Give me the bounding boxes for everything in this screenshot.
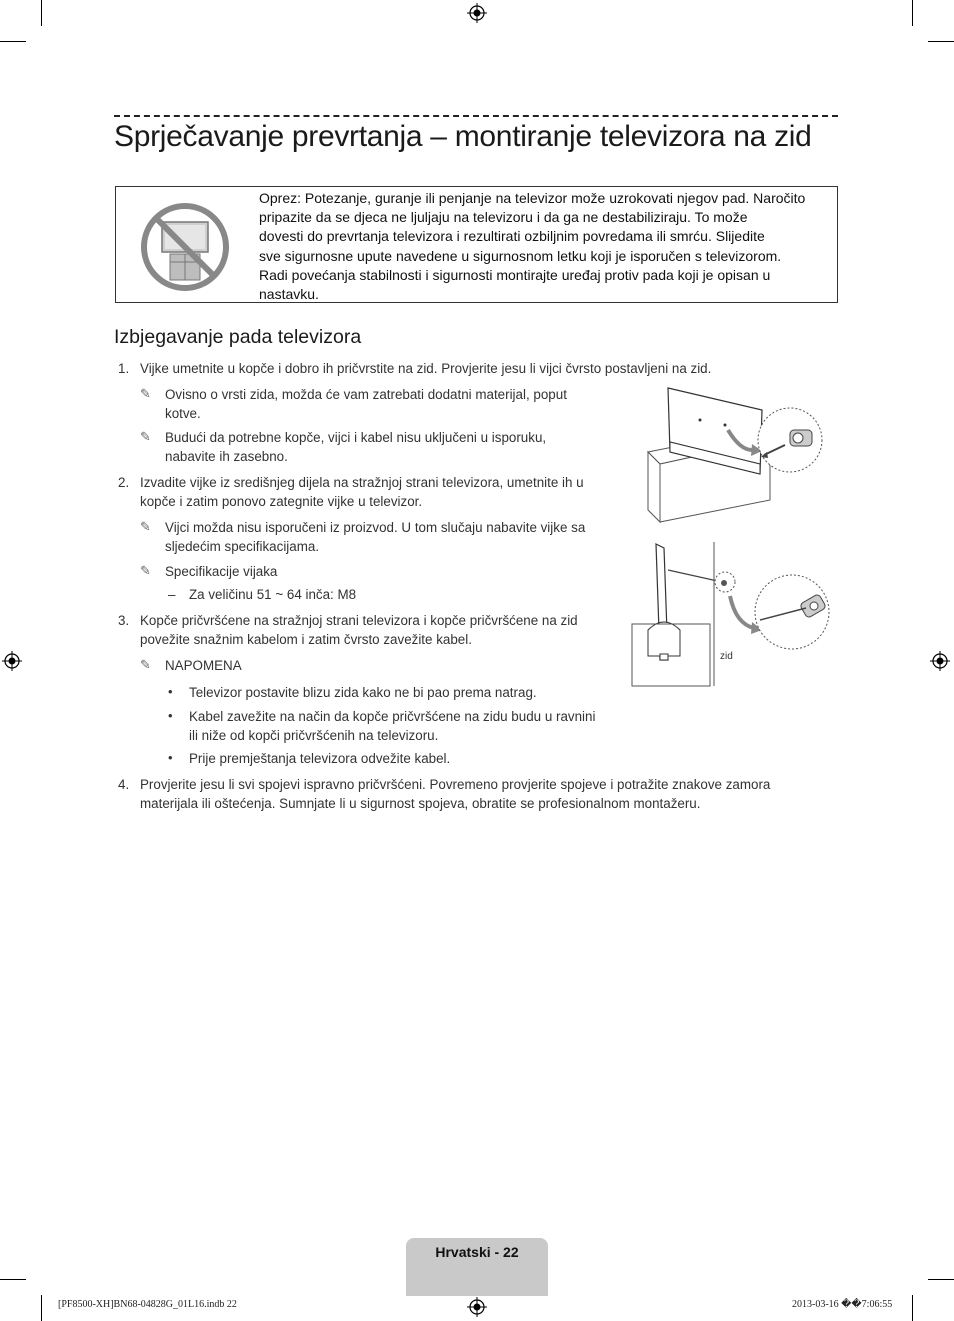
- step-text: Izvadite vijke iz središnjeg dijela na stražnjoj strani televizora, umetnite ih u: [140, 475, 584, 490]
- step-number: 1.: [118, 361, 130, 376]
- note-icon: ✎: [140, 563, 151, 578]
- bullet: •: [168, 708, 173, 723]
- page-title: Sprječavanje prevrtanja – montiranje televizora na zid: [114, 120, 812, 153]
- note-text: sljedećim specifikacijama.: [165, 539, 320, 554]
- crop-mark: [41, 1295, 42, 1321]
- crop-mark: [41, 0, 42, 26]
- step-text: Provjerite jesu li svi spojevi ispravno pričvršćeni. Povremeno provjerite spojeve i potražite znakove zamora: [140, 777, 771, 792]
- note-icon: ✎: [140, 429, 151, 444]
- tv-back-bracket-illustration: [640, 382, 830, 530]
- note-text: nabavite ih zasebno.: [165, 449, 288, 464]
- bullet-text: Kabel zavežite na način da kopče pričvršćene na zidu budu u ravnini: [189, 709, 596, 724]
- step-number: 4.: [118, 777, 130, 792]
- registration-mark-icon: [467, 3, 487, 23]
- warning-line: dovesti do prevrtanja televizora i rezultirati ozbiljnim povredama ili smrću. Slijedite: [259, 228, 765, 245]
- dash-marker: –: [168, 587, 176, 602]
- step-text: Kopče pričvršćene na stražnjoj strani televizora i kopče pričvršćene na zid: [140, 613, 578, 628]
- warning-line: Radi povećanja stabilnosti i sigurnosti montirajte uređaj protiv pada koji je opisan u: [259, 266, 771, 283]
- crop-mark: [0, 41, 26, 42]
- note-text: Ovisno o vrsti zida, možda će vam zatrebati dodatni materijal, poput: [165, 387, 567, 402]
- note-text: kotve.: [165, 406, 201, 421]
- spec-text: Za veličinu 51 ~ 64 inča: M8: [189, 587, 357, 602]
- warning-text: [259, 189, 833, 304]
- crop-mark: [912, 0, 913, 26]
- bullet-text: Televizor postavite blizu zida kako ne bi pao prema natrag.: [189, 685, 537, 700]
- bullet: •: [168, 750, 173, 765]
- wall-label: zid: [720, 651, 733, 662]
- note-heading: NAPOMENA: [165, 658, 242, 673]
- bullet-text: Prije premještanja televizora odvežite kabel.: [189, 751, 451, 766]
- warning-line: pripazite da se djeca ne ljuljaju na televizoru i da ga ne destabiliziraju. To može: [259, 209, 748, 226]
- crop-mark: [912, 1295, 913, 1321]
- warning-line: Oprez: Potezanje, guranje ili penjanje na televizor može uzrokovati njegov pad. Naročito: [259, 190, 806, 206]
- print-slug-left: [PF8500-XH]BN68-04828G_01L16.indb 22: [58, 1299, 237, 1310]
- crop-mark: [0, 1279, 26, 1280]
- warning-line: nastavku.: [259, 286, 319, 303]
- note-text: Vijci možda nisu isporučeni iz proizvod. U tom slučaju nabavite vijke sa: [165, 520, 586, 535]
- print-slug-right: 2013-03-16 ��7:06:55: [792, 1299, 893, 1310]
- step-text: kopče i zatim ponovo zategnite vijke u televizor.: [140, 494, 423, 509]
- registration-mark-icon: [930, 651, 950, 671]
- step-text: materijala ili oštećenja. Sumnjate li u sigurnost spojeva, obratite se profesionalnom montažeru.: [140, 796, 701, 811]
- bullet: •: [168, 684, 173, 699]
- registration-mark-icon: [467, 1297, 487, 1317]
- step-number: 3.: [118, 613, 130, 628]
- title-rule: [114, 115, 838, 117]
- section-heading: Izbjegavanje pada televizora: [114, 326, 362, 348]
- no-climbing-tv-icon: [140, 202, 230, 292]
- crop-mark: [928, 41, 954, 42]
- bullet-text: ili niže od kopči pričvršćenih na televizoru.: [189, 728, 439, 743]
- tv-wall-cable-illustration: [630, 540, 830, 688]
- registration-mark-icon: [2, 651, 22, 671]
- step-number: 2.: [118, 475, 130, 490]
- note-text: Specifikacije vijaka: [165, 564, 278, 579]
- note-icon: ✎: [140, 519, 151, 534]
- warning-line: sve sigurnosne upute navedene u sigurnosnom letku koji je isporučen s televizorom.: [259, 247, 782, 264]
- note-icon: ✎: [140, 386, 151, 401]
- crop-mark: [928, 1279, 954, 1280]
- note-icon: ✎: [140, 657, 151, 672]
- note-text: Budući da potrebne kopče, vijci i kabel nisu uključeni u isporuku,: [165, 430, 547, 445]
- step-text: povežite snažnim kabelom i zatim čvrsto zavežite kabel.: [140, 632, 472, 647]
- step-text: Vijke umetnite u kopče i dobro ih pričvrstite na zid. Provjerite jesu li vijci čvrsto postavljeni na zid.: [140, 361, 712, 376]
- page-number: Hrvatski - 22: [435, 1244, 519, 1260]
